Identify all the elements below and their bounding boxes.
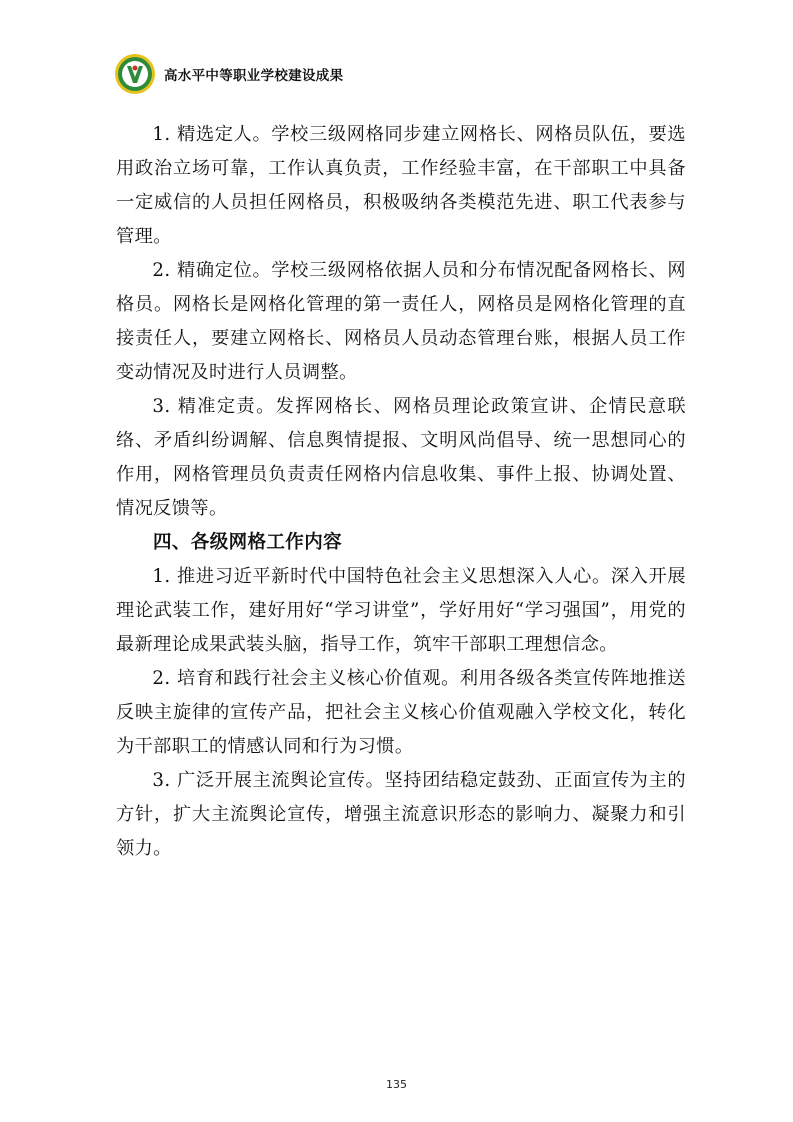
paragraph: 1. 精选定人。学校三级网格同步建立网格长、网格员队伍，要选用政治立场可靠，工作认真负责，工作经验丰富，在干部职工中具备一定威信的人员担任网格员，积极吸纳各类模范先进、职工代表参与管理。 bbox=[116, 124, 686, 247]
paragraph: 1. 推进习近平新时代中国特色社会主义思想深入人心。深入开展理论武装工作，建好用好“学习讲堂”，学好用好“学习强国”，用党的最新理论成果武装头脑，指导工作，筑牢干部职工理想信念。 bbox=[116, 566, 686, 655]
paragraph: 2. 精确定位。学校三级网格依据人员和分布情况配备网格长、网格员。网格长是网格化管理的第一责任人，网格员是网格化管理的直接责任人，要建立网格长、网格员人员动态管理台账，根据人员工作变动情况及时进行人员调整。 bbox=[116, 260, 686, 383]
paragraph: 2. 培育和践行社会主义核心价值观。利用各级各类宣传阵地推送反映主旋律的宣传产品，把社会主义核心价值观融入学校文化，转化为干部职工的情感认同和行为习惯。 bbox=[116, 668, 686, 757]
page-number: 135 bbox=[386, 1078, 407, 1091]
document-body bbox=[116, 118, 686, 866]
paragraph: 3. 广泛开展主流舆论宣传。坚持团结稳定鼓劲、正面宣传为主的方针，扩大主流舆论宣传，增强主流意识形态的影响力、凝聚力和引领力。 bbox=[116, 770, 686, 859]
school-emblem-icon bbox=[114, 53, 156, 95]
paragraph: 3. 精准定责。发挥网格长、网格员理论政策宣讲、企情民意联络、矛盾纠纷调解、信息舆情提报、文明风尚倡导、统一思想同心的作用，网格管理员负责责任网格内信息收集、事件上报、协调处置、情况反馈等。 bbox=[116, 396, 686, 519]
section-heading: 四、各级网格工作内容 bbox=[153, 532, 343, 553]
page-header bbox=[114, 52, 343, 96]
header-title: 高水平中等职业学校建设成果 bbox=[164, 68, 344, 84]
